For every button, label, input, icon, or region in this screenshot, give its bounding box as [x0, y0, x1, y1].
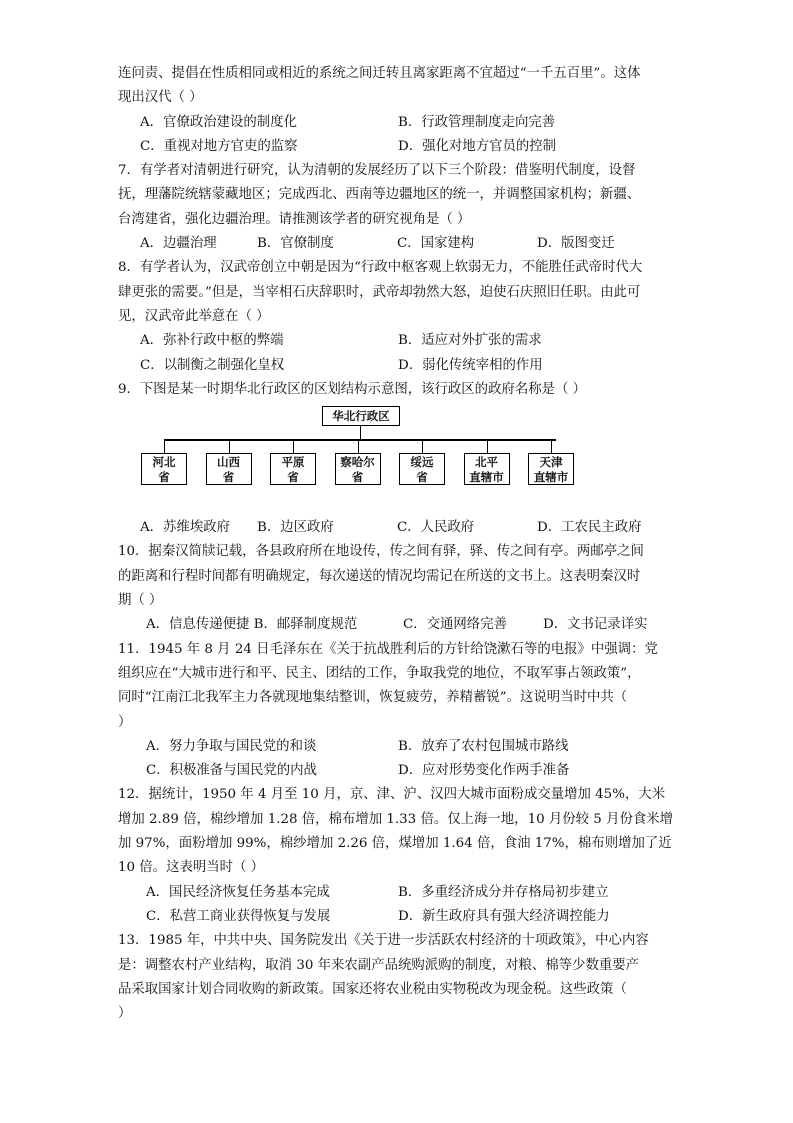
option-d[interactable]: D．版图变迁	[537, 236, 615, 252]
option-b[interactable]: B．行政管理制度走向完善	[398, 114, 556, 130]
diagram-leaf-label: 绥远	[410, 455, 434, 470]
diagram-leaf-box	[270, 453, 316, 485]
option-c[interactable]: C．国家建构	[397, 236, 475, 252]
connector-leaf	[293, 439, 294, 453]
option-b[interactable]: B．官僚制度	[257, 236, 334, 252]
question-text: 同时“江南江北我军主力各就现地集结整训，恢复疲劳，养精蓄锐”。这说明当时中共（	[118, 690, 628, 706]
diagram-leaf-label: 省	[416, 470, 428, 485]
connector-leaf	[551, 439, 552, 453]
diagram-leaf-box	[141, 453, 187, 485]
question-9	[118, 378, 678, 541]
question-text: 现出汉代（ ）	[118, 90, 203, 106]
option-d[interactable]: D．工农民主政府	[537, 520, 642, 536]
diagram-leaf-box	[206, 453, 252, 485]
diagram-leaf-label: 直辖市	[533, 470, 569, 485]
option-d[interactable]: D．文书记录详实	[543, 617, 648, 633]
question-text: 组织应在“大城市进行和平、民主、团结的工作，争取我党的地位，不取军事占领政策”，	[118, 665, 641, 681]
connector-vertical	[360, 426, 361, 439]
option-a-b[interactable]: A．信息传递便捷 B．邮驿制度规范	[146, 617, 358, 633]
connector-horizontal	[164, 439, 556, 440]
diagram-leaf-box	[464, 453, 510, 485]
options	[118, 881, 678, 930]
question-text: 9．下图是某一时期华北行政区的区划结构示意图，该行政区的政府名称是（ ）	[118, 381, 587, 397]
question-text: 增加 2.89 倍，棉纱增加 1.28 倍，棉布增加 1.33 倍。仅上海一地，10 月份较 5 月份食米增	[118, 811, 674, 827]
diagram-leaf-box	[399, 453, 445, 485]
diagram-leaf-label: 省	[158, 470, 170, 485]
diagram-leaf-label: 河北	[152, 455, 176, 470]
option-a[interactable]: A．国民经济恢复任务基本完成	[146, 884, 330, 900]
option-c[interactable]: C．以制衡之制强化皇权	[140, 357, 285, 373]
connector-leaf	[422, 439, 423, 453]
question-11	[118, 638, 678, 784]
options	[118, 735, 678, 784]
question-text: 13．1985 年，中共中央、国务院发出《关于进一步活跃农村经济的十项政策》，中心内容	[118, 933, 649, 949]
connector-leaf	[229, 439, 230, 453]
question-text: 的距离和行程时间都有明确规定，每次递送的情况均需记在所送的文书上。这表明秦汉时	[118, 568, 641, 584]
connector-leaf	[487, 439, 488, 453]
diagram-leaf-box	[528, 453, 574, 485]
options	[118, 516, 678, 540]
option-d[interactable]: D．新生政府具有强大经济调控能力	[398, 908, 610, 924]
question-text: 期（ ）	[118, 593, 163, 609]
question-6-tail	[118, 62, 678, 159]
options	[118, 111, 678, 160]
question-text: 是：调整农村产业结构，取消 30 年来农副产品统购派购的制度，对粮、棉等少数重要产	[118, 957, 640, 973]
option-d[interactable]: D．强化对地方官员的控制	[398, 138, 557, 154]
question-text: 10．据秦汉简牍记载，各县政府所在地设传，传之间有驿，驿、传之间有亭。两邮亭之间	[118, 544, 644, 560]
option-c[interactable]: C．人民政府	[397, 520, 475, 536]
diagram-leaf-label: 察哈尔	[340, 455, 375, 470]
option-b[interactable]: B．适应对外扩张的需求	[398, 333, 542, 349]
question-text: 肆更张的需要。”但是，当宰相石庆辞职时，武帝却勃然大怒，迫使石庆照旧任职。由此可	[118, 284, 641, 300]
question-text: 11．1945 年 8 月 24 日毛泽东在《关于抗战胜利后的方针给饶漱石等的电报》中强调：党	[118, 641, 658, 657]
option-c[interactable]: C．交通网络完善	[403, 617, 507, 633]
exam-page	[118, 62, 678, 1026]
option-a[interactable]: A．边疆治理	[140, 236, 217, 252]
question-13	[118, 929, 678, 1026]
question-7	[118, 159, 678, 256]
diagram-leaf-label: 直辖市	[469, 470, 504, 485]
option-c[interactable]: C．私营工商业获得恢复与发展	[146, 908, 331, 924]
question-12	[118, 783, 678, 929]
option-b[interactable]: B．边区政府	[257, 520, 334, 536]
question-text: 连问责、提倡在性质相同或相近的系统之间迁转且离家距离不宜超过“一千五百里”。这体	[118, 66, 641, 81]
diagram-leaf-label: 省	[351, 470, 364, 485]
options	[118, 329, 678, 378]
options	[118, 232, 678, 256]
question-text: 台湾建省，强化边疆治理。请推测该学者的研究视角是（ ）	[118, 211, 471, 227]
diagram-root-box: 华北行政区	[322, 406, 400, 426]
diagram-leaf-label: 平原	[281, 455, 305, 470]
question-text: 品采取国家计划合同收购的新政策。国家还将农业税由实物税改为现金税。这些政策（	[118, 981, 627, 997]
question-10	[118, 540, 678, 637]
question-text: 见，汉武帝此举意在（ ）	[118, 308, 270, 324]
diagram-leaf-box	[335, 453, 381, 485]
connector-leaf	[358, 439, 359, 453]
option-c[interactable]: C．积极准备与国民党的内战	[146, 763, 317, 779]
diagram-leaf-label: 天津	[539, 455, 563, 470]
option-c[interactable]: C．重视对地方官吏的监察	[140, 138, 298, 154]
option-a[interactable]: A．努力争取与国民党的和谈	[146, 738, 317, 754]
option-d[interactable]: D．弱化传统宰相的作用	[398, 357, 543, 373]
option-b[interactable]: B．多重经济成分并存格局初步建立	[398, 884, 609, 900]
question-8	[118, 256, 678, 377]
option-b[interactable]: B．放弃了农村包围城市路线	[398, 738, 569, 754]
question-text: 12．据统计，1950 年 4 月至 10 月，京、津、沪、汉四大城市面粉成交量增加 45%，大米	[118, 787, 666, 803]
diagram-leaf-label: 省	[287, 470, 299, 485]
option-a[interactable]: A．苏维埃政府	[140, 520, 231, 536]
diagram-leaf-label: 北平	[475, 455, 498, 470]
admin-structure-diagram	[118, 406, 678, 510]
connector-leaf	[164, 439, 165, 453]
question-text: 10 倍。这表明当时（ ）	[118, 860, 265, 876]
question-text: ）	[118, 1006, 132, 1022]
option-a[interactable]: A．弥补行政中枢的弊端	[140, 333, 284, 349]
option-d[interactable]: D．应对形势变化作两手准备	[398, 763, 570, 779]
question-text: 8．有学者认为，汉武帝创立中朝是因为“行政中枢客观上软弱无力，不能胜任武帝时代大	[118, 260, 643, 276]
question-text: 抚，理藩院统辖蒙藏地区；完成西北、西南等边疆地区的统一，并调整国家机构；新疆、	[118, 187, 641, 203]
options	[118, 613, 678, 637]
question-text: 7．有学者对清朝进行研究，认为清朝的发展经历了以下三个阶段：借鉴明代制度，设督	[118, 163, 636, 179]
diagram-leaf-label: 省	[222, 470, 235, 485]
question-text: 加 97%，面粉增加 99%，棉纱增加 2.26 倍，煤增加 1.64 倍，食油 17%，棉布则增加了近	[118, 836, 672, 852]
diagram-leaf-label: 山西	[217, 455, 240, 470]
option-a[interactable]: A．官僚政治建设的制度化	[140, 114, 297, 130]
question-text: ）	[118, 714, 132, 730]
